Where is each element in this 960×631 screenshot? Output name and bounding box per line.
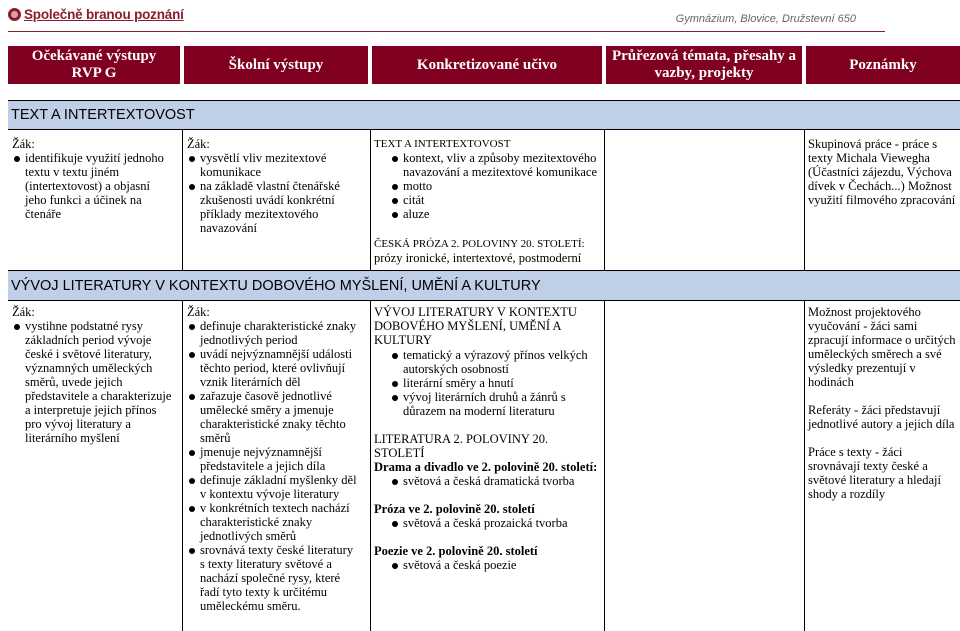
list-item: definuje základní myšlenky děl v kontextu vývoje literatury [187, 473, 366, 501]
list-item: literární směry a hnutí [390, 376, 600, 390]
notes-cell-literature [808, 305, 956, 501]
curriculum-subtitle: ČESKÁ PRÓZA 2. POLOVINY 20. STOLETÍ: [374, 238, 585, 250]
list-item: na základě vlastní čtenářské zkušenosti uvádí konkrétní příklady mezitextového navazování [187, 179, 366, 235]
notes-text: Referáty - žáci představují jednotlivé autory a jejich díla [808, 403, 955, 431]
row-divider [8, 129, 960, 130]
prose-title: Próza ve 2. polovině 20. století [374, 502, 535, 516]
column-divider [804, 130, 805, 270]
logo-icon [8, 8, 21, 21]
curriculum-title: TEXT A INTERTEXTOVOST [374, 138, 511, 150]
school-name: Gymnázium, Blovice, Družstevní 650 [675, 13, 856, 25]
list-item: definuje charakteristické znaky jednotlivých period [187, 319, 366, 347]
list-item: tematický a výrazový přínos velkých autorských osobností [390, 348, 600, 376]
notes-text: Práce s texty - žáci srovnávají texty české a světové literatury a hledají shody a rozdíly [808, 445, 941, 501]
list-item: citát [390, 193, 600, 207]
column-divider [804, 301, 805, 631]
column-divider [604, 130, 605, 270]
list-item: v konkrétních textech nachází charakteristické znaky jednotlivých směrů [187, 501, 366, 543]
column-divider [370, 130, 371, 270]
curriculum-cell-intertext [374, 137, 600, 265]
column-divider [182, 130, 183, 270]
rvp-cell-literature [12, 305, 178, 445]
curriculum-subtext: prózy ironické, intertextové, postmoderní [374, 251, 582, 265]
notes-cell-intertext [808, 137, 956, 207]
curriculum-title: VÝVOJ LITERATURY V KONTEXTU DOBOVÉHO MYŠLENÍ, UMĚNÍ A KULTURY [374, 305, 577, 347]
pupil-label: Žák: [187, 305, 210, 319]
list-item: světová a česká prozaická tvorba [390, 516, 600, 530]
list-item: aluze [390, 207, 600, 221]
rvp-cell-intertext [12, 137, 178, 221]
notes-text: Možnost projektového vyučování - žáci sami zpracují informace o určitých uměleckých směrech a své výsledky prezentují v hodinách [808, 305, 956, 389]
list-item: kontext, vliv a způsoby mezitextového navazování a mezitextové komunikace [390, 151, 600, 179]
drama-title: Drama a divadlo ve 2. polovině 20. století: [374, 460, 598, 474]
logo [8, 7, 184, 22]
column-divider [604, 301, 605, 631]
list-item: uvádí nejvýznamnější události těchto period, které ovlivňují vznik literárních děl [187, 347, 366, 389]
column-divider [370, 301, 371, 631]
header-divider [8, 31, 885, 32]
list-item: jmenuje nejvýznamnější představitele a jejich díla [187, 445, 366, 473]
row-divider [8, 300, 960, 301]
column-header-notes: Poznámky [806, 46, 960, 84]
list-item: světová a česká poezie [390, 558, 600, 572]
column-header-cross-topics: Průřezová témata, přesahy a vazby, projekty [606, 46, 802, 84]
section-title-literature: VÝVOJ LITERATURY V KONTEXTU DOBOVÉHO MYŠLENÍ, UMĚNÍ A KULTURY [8, 271, 960, 300]
pupil-label: Žák: [12, 137, 35, 151]
section-title-intertext: TEXT A INTERTEXTOVOST [8, 101, 960, 129]
column-header-rvp: Očekávané výstupy RVP G [8, 46, 180, 84]
page-header [0, 0, 960, 34]
list-item: motto [390, 179, 600, 193]
column-header-school-outputs: Školní výstupy [184, 46, 368, 84]
column-header-curriculum: Konkretizované učivo [372, 46, 602, 84]
list-item: srovnává texty české literatury s texty literatury světové a nachází společné rysy, které řadí tyto texty k určitému uměleckému směru. [187, 543, 366, 613]
school-outputs-cell-intertext [187, 137, 366, 235]
pupil-label: Žák: [12, 305, 35, 319]
school-outputs-cell-literature [187, 305, 366, 613]
pupil-label: Žák: [187, 137, 210, 151]
list-item: světová a česká dramatická tvorba [390, 474, 600, 488]
column-divider [182, 301, 183, 631]
list-item: zařazuje časově jednotlivé umělecké směry a jmenuje charakteristické znaky těchto směrů [187, 389, 366, 445]
list-item: vysvětlí vliv mezitextové komunikace [187, 151, 366, 179]
logo-text: Společně branou poznání [24, 7, 184, 22]
curriculum-cell-literature [374, 305, 600, 572]
list-item: vystihne podstatné rysy základních period vývoje české i světové literatury, významných uměleckých směrů, uvede jejich představitele a charakterizuje a interpretuje jejich přínos pro vývoj literatury a literárního myšlení [12, 319, 178, 445]
poetry-title: Poezie ve 2. polovině 20. století [374, 544, 538, 558]
list-item: vývoj literárních druhů a žánrů s důrazem na moderní literaturu [390, 390, 600, 418]
list-item: identifikuje využití jednoho textu v textu jiném (intertextovost) a objasní jeho funkci a účinek na čtenáře [12, 151, 178, 221]
literature-period-title: LITERATURA 2. POLOVINY 20. STOLETÍ [374, 432, 549, 460]
notes-text: Skupinová práce - práce s texty Michala Viewegha (Účastníci zájezdu, Výchova dívek v Čechách...) Možnost využití filmového zpracování [808, 137, 956, 207]
